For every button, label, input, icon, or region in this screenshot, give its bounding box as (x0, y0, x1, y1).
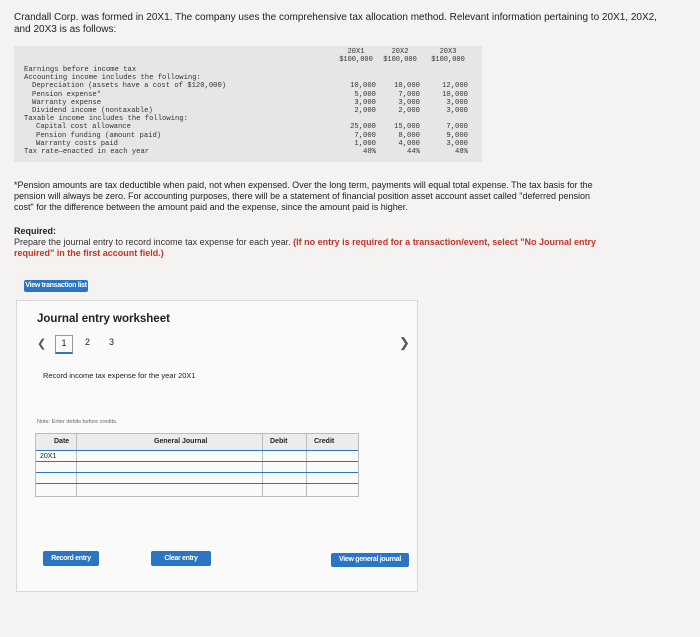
header-credit: Credit (314, 438, 335, 445)
entry-date[interactable]: 20X1 (40, 453, 57, 460)
row-label: Capital cost allowance (36, 123, 131, 132)
journal-grid (35, 433, 359, 497)
row-label: Warranty expense (32, 98, 102, 107)
row-label: Pension funding (amount paid) (36, 131, 162, 140)
page-tab-2[interactable]: 2 (85, 337, 91, 347)
page-tab-3[interactable]: 3 (109, 337, 115, 347)
required-heading: Required: (14, 226, 57, 236)
chevron-right-icon[interactable]: ❯ (399, 335, 410, 350)
year-header-2: 20X2 $100,000 (383, 48, 417, 64)
values-20x2: 10,000 7,000 3,000 2,000 15,000 8,000 4,000 44% (394, 82, 420, 156)
row-label: Taxable income includes the following: (24, 115, 188, 124)
row-labels (24, 66, 226, 156)
row-label: Depreciation (assets have a cost of $120,000) (32, 82, 227, 91)
data-table (14, 46, 482, 162)
view-general-journal-button[interactable]: View general journal (331, 553, 409, 567)
header-debit: Debit (270, 438, 288, 445)
grid-header (36, 434, 358, 450)
row-label: Tax rate—enacted in each year (24, 148, 150, 157)
entry-instruction: Record income tax expense for the year 20X1 (43, 371, 196, 380)
clear-entry-button[interactable]: Clear entry (151, 551, 211, 566)
values-20x3: 12,000 10,000 3,000 3,000 7,000 9,000 3,000 48% (442, 82, 468, 156)
row-label: Accounting income includes the following: (24, 74, 201, 83)
year-header-3: 20X3 $100,000 (431, 48, 465, 64)
pension-note: *Pension amounts are tax deductible when paid, not when expensed. Over the long term, payments will equal total expense. The tax basis for the pension will always be zero. For accounting purposes, there will be a statement of financial position asset account asset called "deferred pension cost" for the difference between the amount paid and the expense, since the amount paid is higher. (14, 180, 593, 212)
header-account: General Journal (154, 438, 208, 445)
problem-intro: Crandall Corp. was formed in 20X1. The company uses the comprehensive tax allocation method. Relevant information pertaining to 20X1, 20X2, and 20X3 is as follows: (14, 12, 657, 35)
chevron-left-icon[interactable]: ❮ (37, 338, 47, 350)
required-section (14, 226, 604, 259)
row-label: Pension expense* (32, 90, 102, 99)
row-label: Dividend income (nontaxable) (32, 107, 153, 116)
required-instruction: (If no entry is required for a transaction/event, select "No Journal entry required" in the first account field.) (14, 237, 597, 258)
header-date: Date (54, 438, 70, 445)
row-label: Earnings before income tax (24, 66, 137, 74)
row-label: Warranty costs paid (36, 139, 118, 148)
worksheet-title: Journal entry worksheet (37, 313, 170, 325)
values-20x1: 10,000 5,000 3,000 2,000 25,000 7,000 1,000 40% (350, 82, 376, 156)
journal-entry-worksheet (16, 300, 418, 592)
debit-note: Note: Enter debits before credits. (37, 419, 118, 425)
year-header-1: 20X1 $100,000 (339, 48, 373, 64)
required-body: Prepare the journal entry to record income tax expense for each year. (14, 237, 291, 247)
view-transaction-list-button[interactable]: View transaction list (24, 280, 88, 292)
page-tab-1[interactable]: 1 (55, 335, 73, 354)
record-entry-button[interactable]: Record entry (43, 551, 99, 566)
